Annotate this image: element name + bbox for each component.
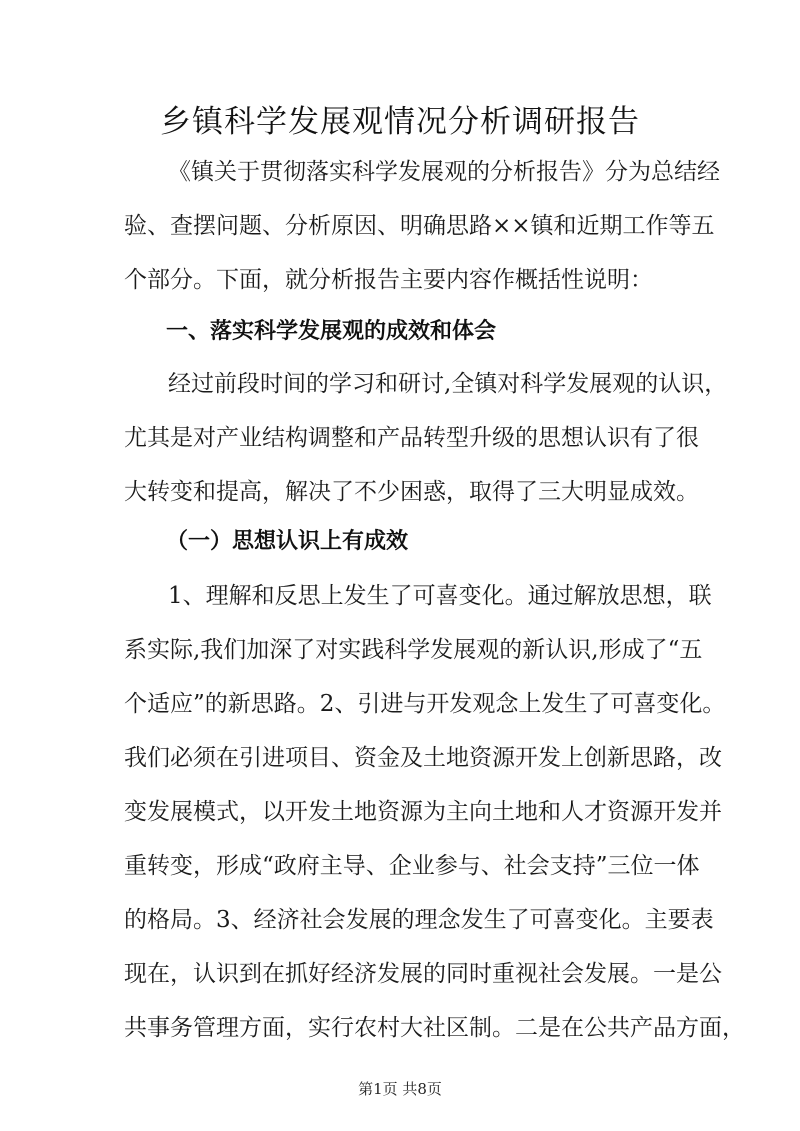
paragraph-line: 1、理解和反思上发生了可喜变化。通过解放思想，联 (168, 583, 712, 609)
paragraph-line: 验、查摆问题、分析原因、明确思路××镇和近期工作等五 (124, 213, 715, 239)
paragraph-line: 系实际,我们加深了对实践科学发展观的新认识,形成了“五 (124, 637, 703, 663)
page-number-footer: 第1页 共8页 (358, 1080, 442, 1098)
subsection-heading: （一）思想认识上有成效 (166, 529, 409, 554)
paragraph-line: 经过前段时间的学习和研讨,全镇对科学发展观的认识， (168, 371, 728, 397)
paragraph-line: 个部分。下面，就分析报告主要内容作概括性说明： (124, 267, 653, 293)
paragraph-line: 大转变和提高，解决了不少困惑，取得了三大明显成效。 (124, 479, 699, 505)
document-title: 乡镇科学发展观情况分析调研报告 (160, 104, 640, 140)
paragraph-line: 重转变，形成“政府主导、企业参与、社会支持”三位一体 (124, 853, 700, 879)
paragraph-line: 我们必须在引进项目、资金及土地资源开发上创新思路，改 (124, 745, 722, 771)
paragraph-line: 共事务管理方面，实行农村大社区制。二是在公共产品方面， (124, 1015, 745, 1041)
paragraph-line: 尤其是对产业结构调整和产品转型升级的思想认识有了很 (124, 425, 699, 451)
paragraph-line: 个适应”的新思路。2、引进与开发观念上发生了可喜变化。 (124, 691, 726, 717)
paragraph-line: 变发展模式，以开发土地资源为主向土地和人才资源开发并 (124, 799, 722, 825)
paragraph-line: 的格局。3、经济社会发展的理念发生了可喜变化。主要表 (124, 907, 714, 933)
section-heading: 一、落实科学发展观的成效和体会 (166, 319, 497, 344)
paragraph-line: 现在，认识到在抓好经济发展的同时重视社会发展。一是公 (124, 961, 722, 987)
paragraph-line: 《镇关于贯彻落实科学发展观的分析报告》分为总结经 (168, 159, 720, 185)
